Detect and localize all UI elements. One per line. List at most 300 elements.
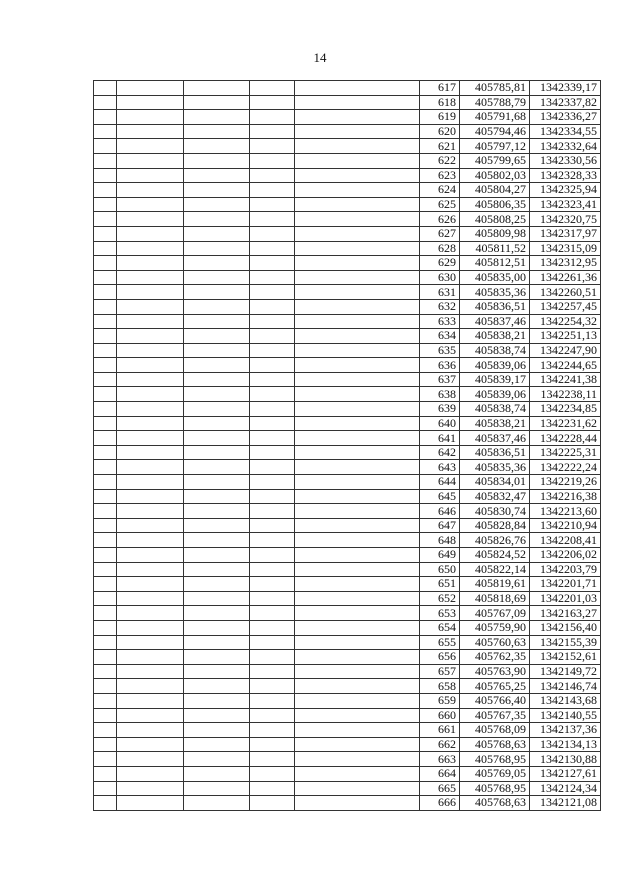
x-coordinate-cell: 405809,98 xyxy=(460,226,530,241)
empty-cell xyxy=(295,548,420,563)
empty-cell xyxy=(94,460,117,475)
y-coordinate-cell: 1342121,08 xyxy=(530,796,601,811)
empty-cell xyxy=(295,139,420,154)
table-row xyxy=(94,343,601,358)
empty-cell xyxy=(295,737,420,752)
empty-cell xyxy=(250,708,295,723)
table-row xyxy=(94,95,601,110)
x-coordinate-cell: 405768,09 xyxy=(460,723,530,738)
empty-cell xyxy=(94,256,117,271)
empty-cell xyxy=(295,606,420,621)
empty-cell xyxy=(117,766,184,781)
y-coordinate-cell: 1342257,45 xyxy=(530,299,601,314)
point-number-cell: 662 xyxy=(420,737,460,752)
x-coordinate-cell: 405791,68 xyxy=(460,110,530,125)
point-number-cell: 661 xyxy=(420,723,460,738)
empty-cell xyxy=(117,197,184,212)
empty-cell xyxy=(117,591,184,606)
table-row xyxy=(94,606,601,621)
table-row xyxy=(94,693,601,708)
y-coordinate-cell: 1342241,38 xyxy=(530,372,601,387)
empty-cell xyxy=(295,562,420,577)
empty-cell xyxy=(94,314,117,329)
y-coordinate-cell: 1342337,82 xyxy=(530,95,601,110)
x-coordinate-cell: 405828,84 xyxy=(460,518,530,533)
x-coordinate-cell: 405838,74 xyxy=(460,343,530,358)
empty-cell xyxy=(184,358,250,373)
empty-cell xyxy=(295,95,420,110)
empty-cell xyxy=(295,431,420,446)
empty-cell xyxy=(94,402,117,417)
point-number-cell: 666 xyxy=(420,796,460,811)
y-coordinate-cell: 1342210,94 xyxy=(530,518,601,533)
empty-cell xyxy=(117,285,184,300)
table-row xyxy=(94,197,601,212)
empty-cell xyxy=(94,475,117,490)
empty-cell xyxy=(117,781,184,796)
y-coordinate-cell: 1342251,13 xyxy=(530,329,601,344)
empty-cell xyxy=(94,81,117,96)
empty-cell xyxy=(184,796,250,811)
table-row xyxy=(94,402,601,417)
table-row xyxy=(94,737,601,752)
x-coordinate-cell: 405819,61 xyxy=(460,577,530,592)
table-row xyxy=(94,270,601,285)
empty-cell xyxy=(295,197,420,212)
empty-cell xyxy=(117,518,184,533)
empty-cell xyxy=(94,664,117,679)
empty-cell xyxy=(250,358,295,373)
empty-cell xyxy=(184,533,250,548)
empty-cell xyxy=(94,329,117,344)
empty-cell xyxy=(184,679,250,694)
empty-cell xyxy=(184,591,250,606)
empty-cell xyxy=(250,489,295,504)
point-number-cell: 664 xyxy=(420,766,460,781)
empty-cell xyxy=(117,183,184,198)
point-number-cell: 617 xyxy=(420,81,460,96)
empty-cell xyxy=(295,620,420,635)
point-number-cell: 630 xyxy=(420,270,460,285)
empty-cell xyxy=(184,635,250,650)
empty-cell xyxy=(94,489,117,504)
empty-cell xyxy=(117,256,184,271)
x-coordinate-cell: 405837,46 xyxy=(460,314,530,329)
empty-cell xyxy=(117,124,184,139)
y-coordinate-cell: 1342149,72 xyxy=(530,664,601,679)
y-coordinate-cell: 1342339,17 xyxy=(530,81,601,96)
empty-cell xyxy=(184,548,250,563)
empty-cell xyxy=(184,693,250,708)
empty-cell xyxy=(250,781,295,796)
empty-cell xyxy=(184,752,250,767)
empty-cell xyxy=(117,416,184,431)
table-row xyxy=(94,256,601,271)
empty-cell xyxy=(184,270,250,285)
empty-cell xyxy=(295,518,420,533)
x-coordinate-cell: 405762,35 xyxy=(460,650,530,665)
empty-cell xyxy=(94,299,117,314)
point-number-cell: 655 xyxy=(420,635,460,650)
empty-cell xyxy=(250,679,295,694)
x-coordinate-cell: 405765,25 xyxy=(460,679,530,694)
empty-cell xyxy=(94,372,117,387)
point-number-cell: 632 xyxy=(420,299,460,314)
point-number-cell: 636 xyxy=(420,358,460,373)
x-coordinate-cell: 405836,51 xyxy=(460,445,530,460)
empty-cell xyxy=(117,445,184,460)
empty-cell xyxy=(250,548,295,563)
point-number-cell: 649 xyxy=(420,548,460,563)
empty-cell xyxy=(94,139,117,154)
empty-cell xyxy=(184,212,250,227)
y-coordinate-cell: 1342206,02 xyxy=(530,548,601,563)
empty-cell xyxy=(117,679,184,694)
x-coordinate-cell: 405834,01 xyxy=(460,475,530,490)
point-number-cell: 626 xyxy=(420,212,460,227)
empty-cell xyxy=(250,226,295,241)
empty-cell xyxy=(295,504,420,519)
empty-cell xyxy=(94,95,117,110)
empty-cell xyxy=(295,285,420,300)
point-number-cell: 621 xyxy=(420,139,460,154)
y-coordinate-cell: 1342143,68 xyxy=(530,693,601,708)
y-coordinate-cell: 1342219,26 xyxy=(530,475,601,490)
empty-cell xyxy=(184,475,250,490)
empty-cell xyxy=(184,241,250,256)
empty-cell xyxy=(295,329,420,344)
empty-cell xyxy=(184,606,250,621)
y-coordinate-cell: 1342323,41 xyxy=(530,197,601,212)
empty-cell xyxy=(295,153,420,168)
y-coordinate-cell: 1342216,38 xyxy=(530,489,601,504)
point-number-cell: 656 xyxy=(420,650,460,665)
empty-cell xyxy=(94,343,117,358)
x-coordinate-cell: 405835,36 xyxy=(460,460,530,475)
empty-cell xyxy=(94,766,117,781)
empty-cell xyxy=(94,504,117,519)
empty-cell xyxy=(94,124,117,139)
empty-cell xyxy=(250,591,295,606)
table-row xyxy=(94,504,601,519)
empty-cell xyxy=(117,708,184,723)
table-row xyxy=(94,285,601,300)
x-coordinate-cell: 405799,65 xyxy=(460,153,530,168)
empty-cell xyxy=(94,226,117,241)
y-coordinate-cell: 1342328,33 xyxy=(530,168,601,183)
empty-cell xyxy=(295,358,420,373)
table-row xyxy=(94,81,601,96)
point-number-cell: 625 xyxy=(420,197,460,212)
empty-cell xyxy=(184,299,250,314)
point-number-cell: 627 xyxy=(420,226,460,241)
empty-cell xyxy=(117,635,184,650)
y-coordinate-cell: 1342225,31 xyxy=(530,445,601,460)
point-number-cell: 633 xyxy=(420,314,460,329)
empty-cell xyxy=(117,693,184,708)
empty-cell xyxy=(94,650,117,665)
empty-cell xyxy=(250,314,295,329)
point-number-cell: 631 xyxy=(420,285,460,300)
y-coordinate-cell: 1342247,90 xyxy=(530,343,601,358)
x-coordinate-cell: 405767,09 xyxy=(460,606,530,621)
empty-cell xyxy=(250,329,295,344)
empty-cell xyxy=(117,270,184,285)
y-coordinate-cell: 1342152,61 xyxy=(530,650,601,665)
empty-cell xyxy=(250,693,295,708)
table-row xyxy=(94,664,601,679)
empty-cell xyxy=(250,416,295,431)
empty-cell xyxy=(117,460,184,475)
empty-cell xyxy=(184,460,250,475)
empty-cell xyxy=(184,285,250,300)
table-row xyxy=(94,358,601,373)
point-number-cell: 645 xyxy=(420,489,460,504)
table-row xyxy=(94,445,601,460)
empty-cell xyxy=(117,752,184,767)
y-coordinate-cell: 1342146,74 xyxy=(530,679,601,694)
table-row xyxy=(94,708,601,723)
empty-cell xyxy=(94,635,117,650)
x-coordinate-cell: 405767,35 xyxy=(460,708,530,723)
empty-cell xyxy=(117,548,184,563)
empty-cell xyxy=(94,737,117,752)
empty-cell xyxy=(94,183,117,198)
empty-cell xyxy=(295,796,420,811)
empty-cell xyxy=(184,620,250,635)
point-number-cell: 634 xyxy=(420,329,460,344)
empty-cell xyxy=(94,606,117,621)
empty-cell xyxy=(94,431,117,446)
empty-cell xyxy=(295,212,420,227)
empty-cell xyxy=(295,226,420,241)
x-coordinate-cell: 405835,36 xyxy=(460,285,530,300)
empty-cell xyxy=(295,445,420,460)
x-coordinate-cell: 405826,76 xyxy=(460,533,530,548)
x-coordinate-cell: 405812,51 xyxy=(460,256,530,271)
empty-cell xyxy=(94,445,117,460)
point-number-cell: 642 xyxy=(420,445,460,460)
y-coordinate-cell: 1342260,51 xyxy=(530,285,601,300)
empty-cell xyxy=(94,197,117,212)
empty-cell xyxy=(250,664,295,679)
point-number-cell: 641 xyxy=(420,431,460,446)
empty-cell xyxy=(295,110,420,125)
empty-cell xyxy=(94,723,117,738)
table-row xyxy=(94,635,601,650)
y-coordinate-cell: 1342156,40 xyxy=(530,620,601,635)
y-coordinate-cell: 1342231,62 xyxy=(530,416,601,431)
empty-cell xyxy=(250,460,295,475)
x-coordinate-cell: 405768,95 xyxy=(460,752,530,767)
empty-cell xyxy=(184,183,250,198)
empty-cell xyxy=(117,606,184,621)
empty-cell xyxy=(295,679,420,694)
empty-cell xyxy=(184,489,250,504)
x-coordinate-cell: 405788,79 xyxy=(460,95,530,110)
empty-cell xyxy=(94,693,117,708)
table-row xyxy=(94,752,601,767)
empty-cell xyxy=(295,168,420,183)
empty-cell xyxy=(184,81,250,96)
y-coordinate-cell: 1342234,85 xyxy=(530,402,601,417)
empty-cell xyxy=(250,635,295,650)
empty-cell xyxy=(295,402,420,417)
empty-cell xyxy=(117,95,184,110)
empty-cell xyxy=(117,620,184,635)
empty-cell xyxy=(184,226,250,241)
empty-cell xyxy=(295,708,420,723)
y-coordinate-cell: 1342155,39 xyxy=(530,635,601,650)
table-row xyxy=(94,314,601,329)
table-row xyxy=(94,650,601,665)
empty-cell xyxy=(250,124,295,139)
point-number-cell: 640 xyxy=(420,416,460,431)
empty-cell xyxy=(250,168,295,183)
point-number-cell: 619 xyxy=(420,110,460,125)
empty-cell xyxy=(250,723,295,738)
empty-cell xyxy=(295,577,420,592)
table-row xyxy=(94,489,601,504)
empty-cell xyxy=(295,693,420,708)
table-row xyxy=(94,124,601,139)
table-row xyxy=(94,226,601,241)
y-coordinate-cell: 1342244,65 xyxy=(530,358,601,373)
empty-cell xyxy=(94,562,117,577)
table-row xyxy=(94,577,601,592)
empty-cell xyxy=(184,153,250,168)
point-number-cell: 653 xyxy=(420,606,460,621)
empty-cell xyxy=(94,212,117,227)
table-row xyxy=(94,723,601,738)
empty-cell xyxy=(250,518,295,533)
x-coordinate-cell: 405838,21 xyxy=(460,416,530,431)
empty-cell xyxy=(184,343,250,358)
empty-cell xyxy=(184,329,250,344)
table-row xyxy=(94,460,601,475)
empty-cell xyxy=(94,533,117,548)
x-coordinate-cell: 405811,52 xyxy=(460,241,530,256)
y-coordinate-cell: 1342334,55 xyxy=(530,124,601,139)
empty-cell xyxy=(250,299,295,314)
empty-cell xyxy=(295,241,420,256)
point-number-cell: 637 xyxy=(420,372,460,387)
empty-cell xyxy=(117,358,184,373)
point-number-cell: 648 xyxy=(420,533,460,548)
y-coordinate-cell: 1342254,32 xyxy=(530,314,601,329)
x-coordinate-cell: 405837,46 xyxy=(460,431,530,446)
empty-cell xyxy=(295,475,420,490)
empty-cell xyxy=(295,781,420,796)
point-number-cell: 628 xyxy=(420,241,460,256)
y-coordinate-cell: 1342201,71 xyxy=(530,577,601,592)
empty-cell xyxy=(94,270,117,285)
y-coordinate-cell: 1342222,24 xyxy=(530,460,601,475)
empty-cell xyxy=(250,650,295,665)
x-coordinate-cell: 405768,95 xyxy=(460,781,530,796)
empty-cell xyxy=(250,343,295,358)
table-row xyxy=(94,372,601,387)
empty-cell xyxy=(117,139,184,154)
x-coordinate-cell: 405839,06 xyxy=(460,387,530,402)
point-number-cell: 620 xyxy=(420,124,460,139)
x-coordinate-cell: 405835,00 xyxy=(460,270,530,285)
empty-cell xyxy=(94,110,117,125)
empty-cell xyxy=(250,139,295,154)
x-coordinate-cell: 405794,46 xyxy=(460,124,530,139)
y-coordinate-cell: 1342208,41 xyxy=(530,533,601,548)
empty-cell xyxy=(250,620,295,635)
empty-cell xyxy=(117,343,184,358)
table-row xyxy=(94,139,601,154)
empty-cell xyxy=(250,95,295,110)
y-coordinate-cell: 1342140,55 xyxy=(530,708,601,723)
empty-cell xyxy=(117,664,184,679)
empty-cell xyxy=(295,256,420,271)
x-coordinate-cell: 405838,21 xyxy=(460,329,530,344)
point-number-cell: 657 xyxy=(420,664,460,679)
y-coordinate-cell: 1342238,11 xyxy=(530,387,601,402)
y-coordinate-cell: 1342203,79 xyxy=(530,562,601,577)
empty-cell xyxy=(250,475,295,490)
table-row xyxy=(94,387,601,402)
empty-cell xyxy=(94,591,117,606)
empty-cell xyxy=(295,650,420,665)
empty-cell xyxy=(117,212,184,227)
y-coordinate-cell: 1342130,88 xyxy=(530,752,601,767)
empty-cell xyxy=(94,781,117,796)
empty-cell xyxy=(184,314,250,329)
empty-cell xyxy=(184,95,250,110)
x-coordinate-cell: 405830,74 xyxy=(460,504,530,519)
empty-cell xyxy=(295,460,420,475)
empty-cell xyxy=(117,226,184,241)
point-number-cell: 629 xyxy=(420,256,460,271)
empty-cell xyxy=(295,314,420,329)
x-coordinate-cell: 405804,27 xyxy=(460,183,530,198)
empty-cell xyxy=(184,197,250,212)
empty-cell xyxy=(184,168,250,183)
empty-cell xyxy=(117,533,184,548)
table-row xyxy=(94,329,601,344)
empty-cell xyxy=(295,723,420,738)
empty-cell xyxy=(295,533,420,548)
point-number-cell: 644 xyxy=(420,475,460,490)
empty-cell xyxy=(94,679,117,694)
x-coordinate-cell: 405832,47 xyxy=(460,489,530,504)
empty-cell xyxy=(250,372,295,387)
table-row xyxy=(94,679,601,694)
empty-cell xyxy=(250,153,295,168)
empty-cell xyxy=(117,431,184,446)
empty-cell xyxy=(94,416,117,431)
point-number-cell: 660 xyxy=(420,708,460,723)
point-number-cell: 647 xyxy=(420,518,460,533)
empty-cell xyxy=(295,124,420,139)
table-row xyxy=(94,533,601,548)
empty-cell xyxy=(250,796,295,811)
empty-cell xyxy=(250,445,295,460)
empty-cell xyxy=(94,518,117,533)
empty-cell xyxy=(94,577,117,592)
empty-cell xyxy=(94,285,117,300)
empty-cell xyxy=(250,562,295,577)
table-row xyxy=(94,475,601,490)
point-number-cell: 638 xyxy=(420,387,460,402)
empty-cell xyxy=(94,387,117,402)
coordinates-table-body xyxy=(94,81,601,811)
empty-cell xyxy=(184,139,250,154)
